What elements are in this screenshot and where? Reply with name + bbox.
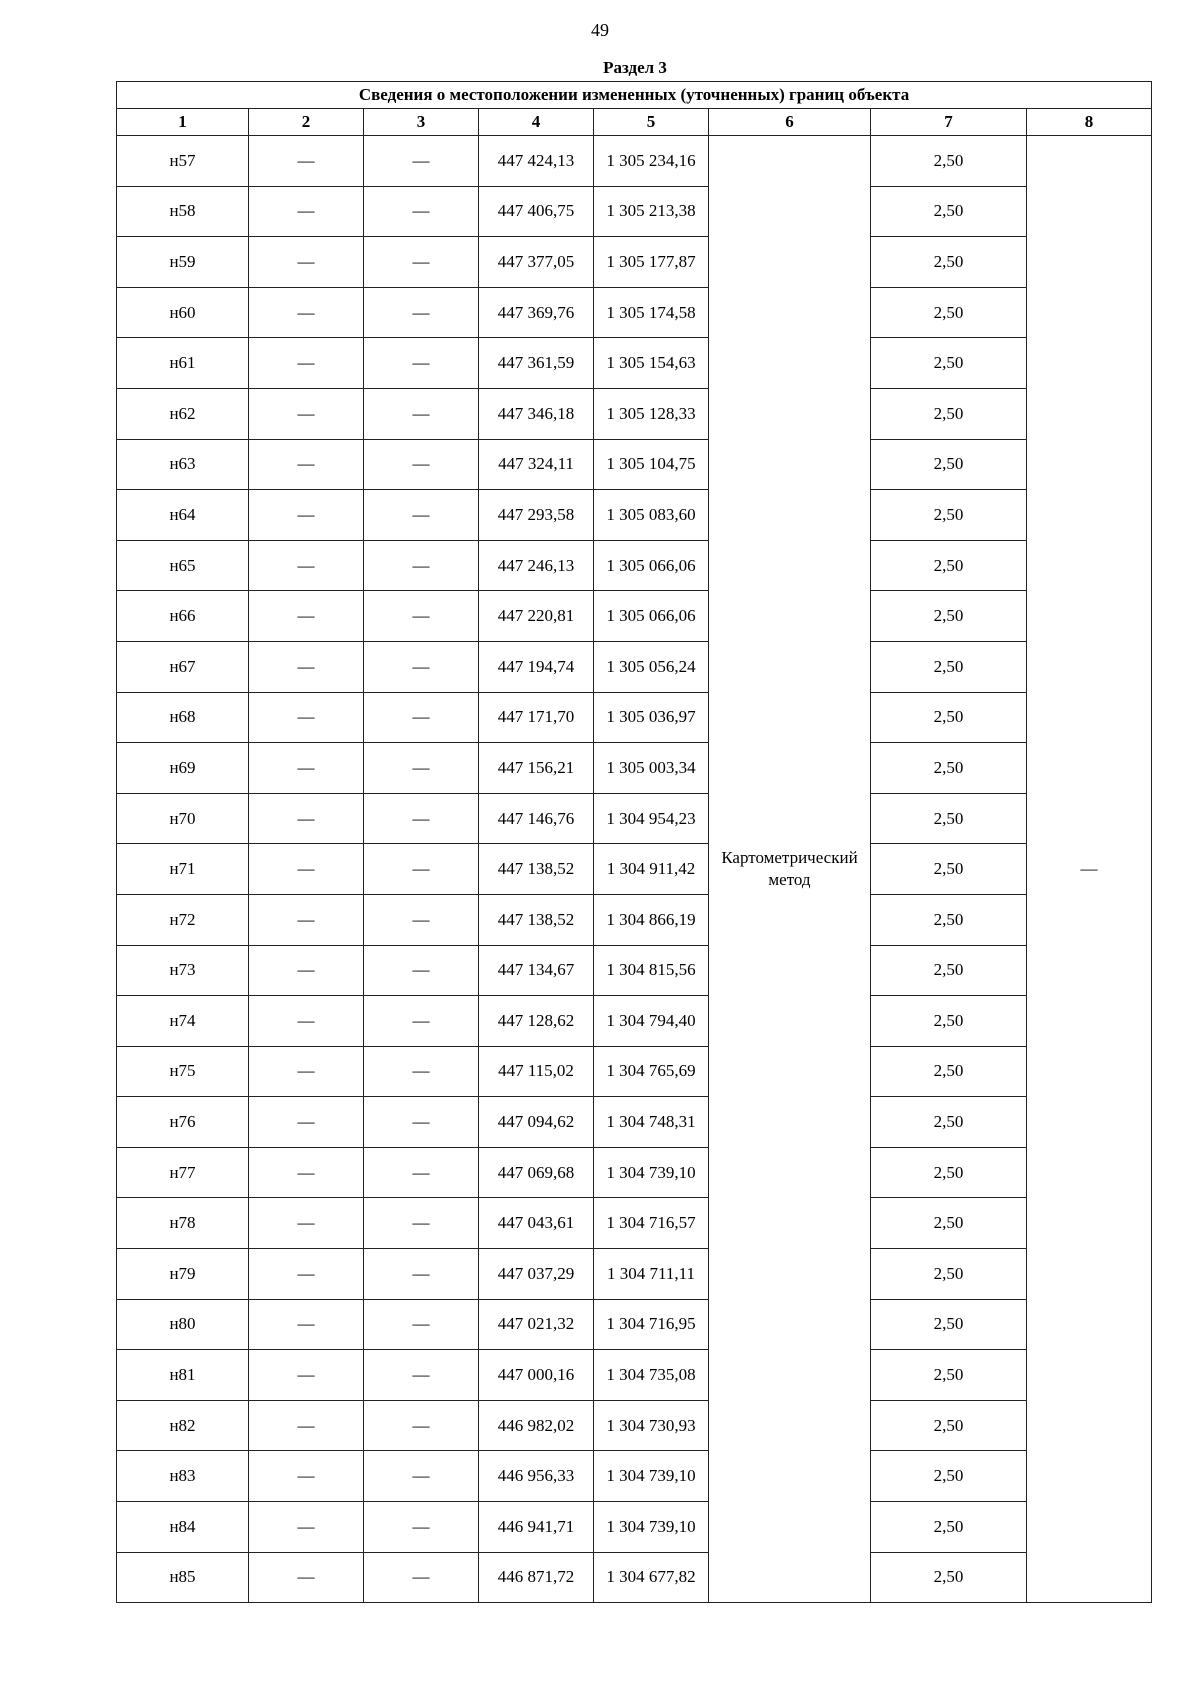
column-2-cell: — <box>249 540 364 591</box>
table-row <box>117 540 1152 591</box>
column-2-cell: — <box>249 1350 364 1401</box>
column-3-cell: — <box>364 692 479 743</box>
column-3-cell: — <box>364 237 479 288</box>
point-name-cell: н76 <box>117 1097 249 1148</box>
boundary-coordinates-table <box>116 81 1152 1603</box>
accuracy-cell: 2,50 <box>871 540 1027 591</box>
point-name-cell: н74 <box>117 996 249 1047</box>
accuracy-cell: 2,50 <box>871 641 1027 692</box>
point-name-cell: н61 <box>117 338 249 389</box>
table-row <box>117 1299 1152 1350</box>
y-coordinate-cell: 1 304 677,82 <box>594 1552 709 1603</box>
x-coordinate-cell: 447 194,74 <box>479 641 594 692</box>
accuracy-cell: 2,50 <box>871 1552 1027 1603</box>
x-coordinate-cell: 447 220,81 <box>479 591 594 642</box>
table-row <box>117 136 1152 187</box>
column-2-cell: — <box>249 1299 364 1350</box>
table-row <box>117 1249 1152 1300</box>
table-row <box>117 1451 1152 1502</box>
column-3-cell: — <box>364 945 479 996</box>
column-2-cell: — <box>249 186 364 237</box>
table-row <box>117 490 1152 541</box>
y-coordinate-cell: 1 305 213,38 <box>594 186 709 237</box>
section-title: Раздел 3 <box>603 58 667 77</box>
y-coordinate-cell: 1 304 815,56 <box>594 945 709 996</box>
column-3-cell: — <box>364 641 479 692</box>
column-3-cell: — <box>364 338 479 389</box>
column-2-cell: — <box>249 641 364 692</box>
column-2-cell: — <box>249 1552 364 1603</box>
column-2-cell: — <box>249 338 364 389</box>
accuracy-cell: 2,50 <box>871 1350 1027 1401</box>
table-row <box>117 186 1152 237</box>
point-name-cell: н57 <box>117 136 249 187</box>
table-row <box>117 844 1152 895</box>
x-coordinate-cell: 447 069,68 <box>479 1147 594 1198</box>
x-coordinate-cell: 446 941,71 <box>479 1502 594 1553</box>
column-number-2: 2 <box>249 109 364 136</box>
column-2-cell: — <box>249 287 364 338</box>
point-name-cell: н62 <box>117 388 249 439</box>
y-coordinate-cell: 1 305 056,24 <box>594 641 709 692</box>
x-coordinate-cell: 447 246,13 <box>479 540 594 591</box>
column-3-cell: — <box>364 1299 479 1350</box>
point-name-cell: н82 <box>117 1400 249 1451</box>
point-name-cell: н70 <box>117 793 249 844</box>
point-name-cell: н75 <box>117 1046 249 1097</box>
y-coordinate-cell: 1 304 911,42 <box>594 844 709 895</box>
x-coordinate-cell: 447 424,13 <box>479 136 594 187</box>
x-coordinate-cell: 447 369,76 <box>479 287 594 338</box>
y-coordinate-cell: 1 304 711,11 <box>594 1249 709 1300</box>
column-2-cell: — <box>249 692 364 743</box>
y-coordinate-cell: 1 304 716,95 <box>594 1299 709 1350</box>
point-name-cell: н64 <box>117 490 249 541</box>
table-row <box>117 894 1152 945</box>
table-row <box>117 287 1152 338</box>
table-row <box>117 1350 1152 1401</box>
y-coordinate-cell: 1 304 739,10 <box>594 1147 709 1198</box>
y-coordinate-cell: 1 305 066,06 <box>594 540 709 591</box>
x-coordinate-cell: 446 871,72 <box>479 1552 594 1603</box>
table-row <box>117 388 1152 439</box>
column-2-cell: — <box>249 996 364 1047</box>
point-name-cell: н72 <box>117 894 249 945</box>
accuracy-cell: 2,50 <box>871 1299 1027 1350</box>
y-coordinate-cell: 1 305 177,87 <box>594 237 709 288</box>
x-coordinate-cell: 447 361,59 <box>479 338 594 389</box>
y-coordinate-cell: 1 304 739,10 <box>594 1451 709 1502</box>
column-3-cell: — <box>364 439 479 490</box>
column-2-cell: — <box>249 1249 364 1300</box>
x-coordinate-cell: 447 406,75 <box>479 186 594 237</box>
accuracy-cell: 2,50 <box>871 1249 1027 1300</box>
accuracy-cell: 2,50 <box>871 996 1027 1047</box>
accuracy-cell: 2,50 <box>871 743 1027 794</box>
y-coordinate-cell: 1 305 174,58 <box>594 287 709 338</box>
x-coordinate-cell: 447 146,76 <box>479 793 594 844</box>
accuracy-cell: 2,50 <box>871 439 1027 490</box>
accuracy-cell: 2,50 <box>871 1400 1027 1451</box>
column-2-cell: — <box>249 591 364 642</box>
column-2-cell: — <box>249 894 364 945</box>
x-coordinate-cell: 447 346,18 <box>479 388 594 439</box>
y-coordinate-cell: 1 305 083,60 <box>594 490 709 541</box>
table-row <box>117 1400 1152 1451</box>
table-row <box>117 1502 1152 1553</box>
column-3-cell: — <box>364 1147 479 1198</box>
accuracy-cell: 2,50 <box>871 1502 1027 1553</box>
table-row <box>117 1046 1152 1097</box>
column-3-cell: — <box>364 894 479 945</box>
table-row <box>117 641 1152 692</box>
x-coordinate-cell: 447 021,32 <box>479 1299 594 1350</box>
point-name-cell: н84 <box>117 1502 249 1553</box>
y-coordinate-cell: 1 304 954,23 <box>594 793 709 844</box>
column-3-cell: — <box>364 1046 479 1097</box>
point-name-cell: н60 <box>117 287 249 338</box>
column-number-7: 7 <box>871 109 1027 136</box>
column-2-cell: — <box>249 945 364 996</box>
accuracy-cell: 2,50 <box>871 844 1027 895</box>
method-cell: Картометрический метод <box>709 136 871 1603</box>
column-2-cell: — <box>249 1502 364 1553</box>
column-2-cell: — <box>249 793 364 844</box>
column-3-cell: — <box>364 996 479 1047</box>
accuracy-cell: 2,50 <box>871 136 1027 187</box>
column-2-cell: — <box>249 237 364 288</box>
y-coordinate-cell: 1 304 794,40 <box>594 996 709 1047</box>
accuracy-cell: 2,50 <box>871 237 1027 288</box>
x-coordinate-cell: 446 956,33 <box>479 1451 594 1502</box>
column-3-cell: — <box>364 743 479 794</box>
point-name-cell: н69 <box>117 743 249 794</box>
note-cell: — <box>1027 136 1152 1603</box>
table-row <box>117 692 1152 743</box>
column-2-cell: — <box>249 1451 364 1502</box>
x-coordinate-cell: 447 138,52 <box>479 894 594 945</box>
y-coordinate-cell: 1 305 154,63 <box>594 338 709 389</box>
accuracy-cell: 2,50 <box>871 388 1027 439</box>
x-coordinate-cell: 447 171,70 <box>479 692 594 743</box>
column-2-cell: — <box>249 844 364 895</box>
x-coordinate-cell: 447 293,58 <box>479 490 594 541</box>
accuracy-cell: 2,50 <box>871 287 1027 338</box>
column-3-cell: — <box>364 388 479 439</box>
page-number: 49 <box>591 20 609 40</box>
table-caption: Сведения о местоположении измененных (уточненных) границ объекта <box>117 82 1152 109</box>
accuracy-cell: 2,50 <box>871 1451 1027 1502</box>
column-3-cell: — <box>364 1198 479 1249</box>
x-coordinate-cell: 446 982,02 <box>479 1400 594 1451</box>
table-row <box>117 945 1152 996</box>
column-3-cell: — <box>364 793 479 844</box>
x-coordinate-cell: 447 324,11 <box>479 439 594 490</box>
point-name-cell: н66 <box>117 591 249 642</box>
y-coordinate-cell: 1 304 716,57 <box>594 1198 709 1249</box>
column-2-cell: — <box>249 743 364 794</box>
column-3-cell: — <box>364 1502 479 1553</box>
point-name-cell: н68 <box>117 692 249 743</box>
table-row <box>117 338 1152 389</box>
column-3-cell: — <box>364 1097 479 1148</box>
x-coordinate-cell: 447 094,62 <box>479 1097 594 1148</box>
column-2-cell: — <box>249 1400 364 1451</box>
table-row <box>117 1097 1152 1148</box>
point-name-cell: н73 <box>117 945 249 996</box>
x-coordinate-cell: 447 377,05 <box>479 237 594 288</box>
point-name-cell: н79 <box>117 1249 249 1300</box>
accuracy-cell: 2,50 <box>871 1097 1027 1148</box>
x-coordinate-cell: 447 115,02 <box>479 1046 594 1097</box>
y-coordinate-cell: 1 305 066,06 <box>594 591 709 642</box>
column-number-8: 8 <box>1027 109 1152 136</box>
column-3-cell: — <box>364 136 479 187</box>
column-number-row <box>117 109 1152 136</box>
column-number-6: 6 <box>709 109 871 136</box>
table-row <box>117 1147 1152 1198</box>
column-3-cell: — <box>364 1552 479 1603</box>
column-2-cell: — <box>249 490 364 541</box>
x-coordinate-cell: 447 037,29 <box>479 1249 594 1300</box>
column-3-cell: — <box>364 1350 479 1401</box>
column-3-cell: — <box>364 844 479 895</box>
table-body <box>117 136 1152 1603</box>
column-number-5: 5 <box>594 109 709 136</box>
column-3-cell: — <box>364 1249 479 1300</box>
x-coordinate-cell: 447 128,62 <box>479 996 594 1047</box>
accuracy-cell: 2,50 <box>871 591 1027 642</box>
y-coordinate-cell: 1 304 748,31 <box>594 1097 709 1148</box>
table-row <box>117 237 1152 288</box>
y-coordinate-cell: 1 305 104,75 <box>594 439 709 490</box>
column-3-cell: — <box>364 1451 479 1502</box>
column-3-cell: — <box>364 591 479 642</box>
column-3-cell: — <box>364 490 479 541</box>
y-coordinate-cell: 1 305 003,34 <box>594 743 709 794</box>
table-row <box>117 439 1152 490</box>
column-3-cell: — <box>364 1400 479 1451</box>
accuracy-cell: 2,50 <box>871 1198 1027 1249</box>
column-number-3: 3 <box>364 109 479 136</box>
point-name-cell: н65 <box>117 540 249 591</box>
column-3-cell: — <box>364 287 479 338</box>
y-coordinate-cell: 1 305 036,97 <box>594 692 709 743</box>
point-name-cell: н81 <box>117 1350 249 1401</box>
y-coordinate-cell: 1 304 866,19 <box>594 894 709 945</box>
x-coordinate-cell: 447 138,52 <box>479 844 594 895</box>
point-name-cell: н80 <box>117 1299 249 1350</box>
column-number-4: 4 <box>479 109 594 136</box>
y-coordinate-cell: 1 304 765,69 <box>594 1046 709 1097</box>
table-row <box>117 743 1152 794</box>
x-coordinate-cell: 447 156,21 <box>479 743 594 794</box>
y-coordinate-cell: 1 304 730,93 <box>594 1400 709 1451</box>
accuracy-cell: 2,50 <box>871 1046 1027 1097</box>
table-row <box>117 793 1152 844</box>
column-2-cell: — <box>249 136 364 187</box>
point-name-cell: н58 <box>117 186 249 237</box>
point-name-cell: н78 <box>117 1198 249 1249</box>
x-coordinate-cell: 447 134,67 <box>479 945 594 996</box>
column-2-cell: — <box>249 1198 364 1249</box>
point-name-cell: н77 <box>117 1147 249 1198</box>
y-coordinate-cell: 1 305 234,16 <box>594 136 709 187</box>
accuracy-cell: 2,50 <box>871 793 1027 844</box>
point-name-cell: н85 <box>117 1552 249 1603</box>
column-number-1: 1 <box>117 109 249 136</box>
point-name-cell: н67 <box>117 641 249 692</box>
point-name-cell: н71 <box>117 844 249 895</box>
x-coordinate-cell: 447 043,61 <box>479 1198 594 1249</box>
column-2-cell: — <box>249 1147 364 1198</box>
accuracy-cell: 2,50 <box>871 1147 1027 1198</box>
y-coordinate-cell: 1 304 739,10 <box>594 1502 709 1553</box>
accuracy-cell: 2,50 <box>871 894 1027 945</box>
point-name-cell: н59 <box>117 237 249 288</box>
x-coordinate-cell: 447 000,16 <box>479 1350 594 1401</box>
accuracy-cell: 2,50 <box>871 490 1027 541</box>
accuracy-cell: 2,50 <box>871 186 1027 237</box>
point-name-cell: н83 <box>117 1451 249 1502</box>
accuracy-cell: 2,50 <box>871 338 1027 389</box>
table-row <box>117 1198 1152 1249</box>
y-coordinate-cell: 1 305 128,33 <box>594 388 709 439</box>
accuracy-cell: 2,50 <box>871 692 1027 743</box>
table-row <box>117 996 1152 1047</box>
table-row <box>117 591 1152 642</box>
point-name-cell: н63 <box>117 439 249 490</box>
accuracy-cell: 2,50 <box>871 945 1027 996</box>
table-row <box>117 1552 1152 1603</box>
column-2-cell: — <box>249 1046 364 1097</box>
column-3-cell: — <box>364 540 479 591</box>
column-2-cell: — <box>249 388 364 439</box>
column-3-cell: — <box>364 186 479 237</box>
y-coordinate-cell: 1 304 735,08 <box>594 1350 709 1401</box>
column-2-cell: — <box>249 1097 364 1148</box>
column-2-cell: — <box>249 439 364 490</box>
